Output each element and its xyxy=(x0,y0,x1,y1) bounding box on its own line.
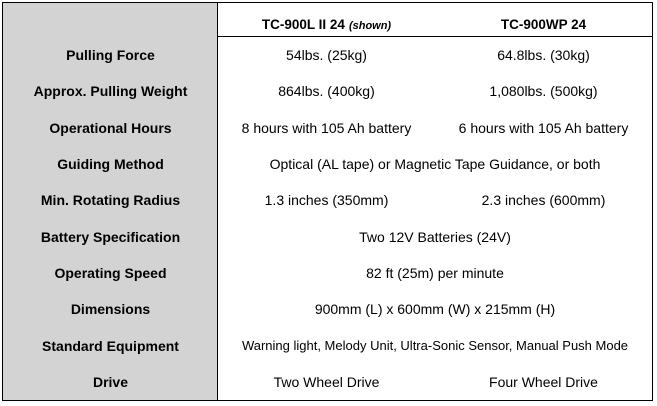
model-b-value: 6 hours with 105 Ah battery xyxy=(458,119,629,136)
row-label-standard-equipment: Standard Equipment xyxy=(42,337,179,354)
spec-table xyxy=(2,2,653,401)
model-b-value: 64.8lbs. (30kg) xyxy=(497,47,590,64)
row-label-pulling-force: Pulling Force xyxy=(66,47,155,64)
shared-value: 82 ft (25m) per minute xyxy=(366,264,504,281)
model-a-header xyxy=(218,3,435,36)
row-label-operational-hours: Operational Hours xyxy=(49,119,172,136)
model-b-header: TC-900WP 24 xyxy=(500,17,587,32)
model-a-value: Two Wheel Drive xyxy=(273,373,380,390)
model-a-name: TC-900L II 24 xyxy=(261,17,345,32)
row-label-operating-speed: Operating Speed xyxy=(54,264,167,281)
row-label-guiding-method: Guiding Method xyxy=(57,156,164,173)
model-b-value: 2.3 inches (600mm) xyxy=(481,192,606,209)
shared-value: 900mm (L) x 600mm (W) x 215mm (H) xyxy=(314,301,556,318)
table-row xyxy=(218,146,652,182)
row-label-battery-specification: Battery Specification xyxy=(40,228,181,245)
table-header xyxy=(218,3,652,37)
row-label-dimensions: Dimensions xyxy=(70,301,151,318)
model-b-value: Four Wheel Drive xyxy=(489,373,598,390)
table-row xyxy=(218,218,652,254)
shared-value: Two 12V Batteries (24V) xyxy=(359,228,511,245)
table-row xyxy=(218,73,652,109)
model-a-value: 864lbs. (400kg) xyxy=(278,83,375,100)
model-a-value: 1.3 inches (350mm) xyxy=(264,192,389,209)
row-label-pulling-weight: Approx. Pulling Weight xyxy=(33,83,188,100)
model-a-note: (shown) xyxy=(348,20,392,32)
table-row xyxy=(218,182,652,218)
table-row xyxy=(218,110,652,146)
row-label-rotating-radius: Min. Rotating Radius xyxy=(40,192,181,209)
shared-value: Optical (AL tape) or Magnetic Tape Guidance, or both xyxy=(269,156,601,173)
table-row xyxy=(218,37,652,73)
row-label-drive: Drive xyxy=(92,373,129,390)
model-a-value: 8 hours with 105 Ah battery xyxy=(241,119,412,136)
shared-value: Warning light, Melody Unit, Ultra-Sonic Sensor, Manual Push Mode xyxy=(241,338,629,354)
model-b-value: 1,080lbs. (500kg) xyxy=(489,83,598,100)
table-row xyxy=(218,364,652,400)
table-row xyxy=(218,327,652,363)
table-row xyxy=(218,291,652,327)
table-row xyxy=(218,255,652,291)
model-a-value: 54lbs. (25kg) xyxy=(286,47,367,64)
header-corner-cell xyxy=(3,3,218,37)
